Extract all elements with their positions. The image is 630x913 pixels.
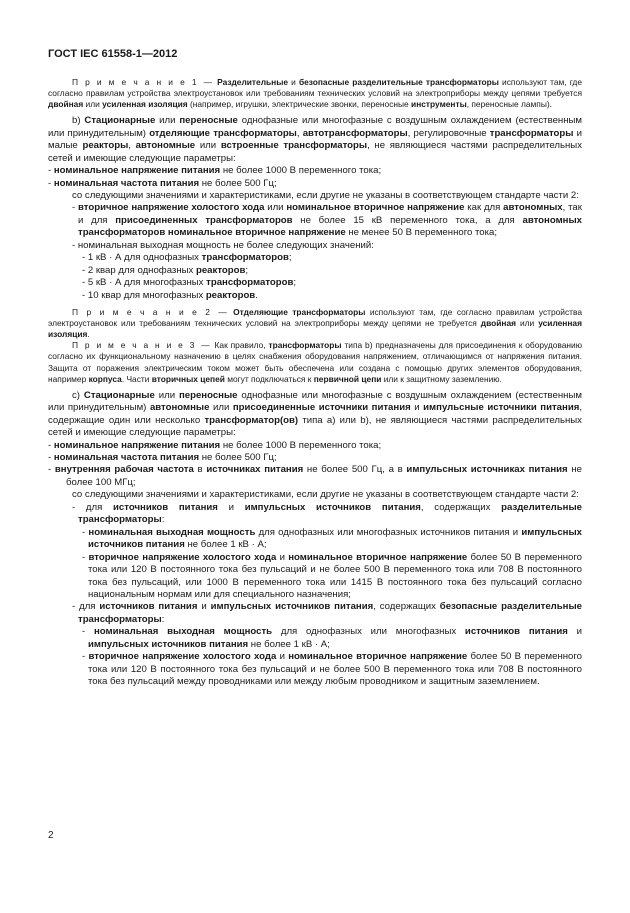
- note-label: П р и м е ч а н и е 1 —: [72, 77, 214, 87]
- note-text: Отделяющие трансформаторы используют там, где согласно правилам устройства электроустановок или требованиям технических условий на электроприборы между цепями не требуется двойная или усиленная изоляция.: [48, 307, 583, 340]
- page-number: 2: [48, 830, 54, 841]
- note-label: П р и м е ч а н и е 2 —: [72, 307, 229, 318]
- item-b-voltage: - номинальное напряжение питания не более 1000 В переменного тока;: [48, 165, 382, 177]
- item-c-intro: c) Стационарные или переносные однофазные или многофазные с воздушным охлаждением (естественным или принудительным) автономные или присоединенные источники питания и импульсные источники питания, содержащие один или несколько трансформатор(ов) типа a) или b), не являющиеся частями распределительных сетей и имеющие следующие параметры:: [48, 389, 582, 439]
- item-b-power-4: - 10 квар для многофазных реакторов.: [82, 289, 258, 301]
- note-text: Разделительные и безопасные разделительные трансформаторы используют там, где согласно правилам устройства электроустановок или требованиям технических условий на электроприборы между цепями требуется двойная или усиленная изоляция (например, игрушки, электрические звонки, переносные инструменты, переносные лампы).: [48, 77, 582, 110]
- item-c-frequency: - номинальная частота питания не более 500 Гц;: [48, 452, 277, 463]
- item-b-intro: b) Стационарные или переносные однофазные или многофазные с воздушным охлаждением (естественным или принудительным) отделяющие трансформаторы, автотрансформаторы, регулировочные трансформаторы и малые реакторы, автономные или встроенные трансформаторы, не являющиеся частями распределительных сетей и имеющие следующие параметры:: [48, 115, 582, 164]
- item-b-frequency: - номинальная частота питания не более 500 Гц;: [48, 177, 277, 189]
- page-content: [48, 77, 582, 689]
- item-c-conditions: со следующими значениями и характеристиками, если другие не указаны в соответствующем стандарте части 2:: [72, 489, 579, 501]
- item-b-power-2: - 2 квар для однофазных реакторов;: [82, 264, 249, 276]
- item-c-internal-frequency: - внутренняя рабочая частота в источниках питания не более 500 Гц, а в импульсных источниках питания не более 100 МГц;: [48, 464, 582, 488]
- note-2: [48, 307, 582, 340]
- note-3: [48, 340, 582, 384]
- item-c-safety-voltage: - вторичное напряжение холостого хода и номинальное вторичное напряжение более 50 В переменного тока или 120 В постоянного тока без пульсаций и не более 500 В переменного тока или 708 В постоянного тока без пульсаций между проводниками или между любым проводником и защитным заземлением.: [82, 651, 582, 688]
- note-label: П р и м е ч а н и е 3 —: [72, 340, 212, 351]
- item-b-secondary-voltage: - вторичное напряжение холостого хода или номинальное вторичное напряжение как для автономных, так и для присоединенных трансформаторов не более 15 кВ переменного тока, а для автономных трансформаторов номинальное вторичное напряжение не менее 50 В переменного тока;: [72, 202, 582, 239]
- item-c-separating-voltage: - вторичное напряжение холостого хода и номинальное вторичное напряжение более 50 В переменного тока или 120 В постоянного тока без пульсаций и не более 500 В переменного тока или 708 В постоянного тока без пульсаций, или 1000 В переменного тока или 1415 В постоянного тока без пульсаций согласно национальным нормам или для специального назначения;: [82, 551, 582, 600]
- document-header: ГОСТ IEC 61558-1—2012: [48, 48, 178, 60]
- item-c-separating-power: - номинальная выходная мощность для однофазных или многофазных источников питания и импульсных источников питания не более 1 кВ · А;: [82, 526, 582, 551]
- item-b-conditions: со следующими значениями и характеристиками, если другие не указаны в соответствующем стандарте части 2:: [72, 190, 579, 201]
- item-b-power-1: - 1 кВ · А для однофазных трансформаторов;: [82, 252, 292, 264]
- item-c-safety-intro: - для источников питания и импульсных источников питания, содержащих безопасные разделительные трансформаторы:: [72, 601, 582, 625]
- item-c-safety-power: - номинальная выходная мощность для однофазных или многофазных источников питания и импульсных источников питания не более 1 кВ · А;: [82, 626, 582, 650]
- item-b-power-3: - 5 кВ · А для многофазных трансформаторов;: [82, 277, 297, 289]
- note-1: [48, 77, 582, 110]
- note-text: Как правило, трансформаторы типа b) предназначены для присоединения к оборудованию согласно их функциональному назначению в целях снабжения оборудования напряжением, отличающимся от напряжения питания. Защита от поражения электрическим током может быть обеспечена или создана с помощью других элементов оборудования, например корпуса. Части вторичных цепей могут подключаться к первичной цепи или к защитному заземлению.: [48, 340, 582, 384]
- item-b-power-intro: - номинальная выходная мощность не более следующих значений:: [72, 239, 374, 251]
- item-c-voltage: - номинальное напряжение питания не более 1000 В переменного тока;: [48, 439, 382, 451]
- item-c-separating-intro: - для источников питания и импульсных источников питания, содержащих разделительные трансформаторы:: [72, 501, 582, 526]
